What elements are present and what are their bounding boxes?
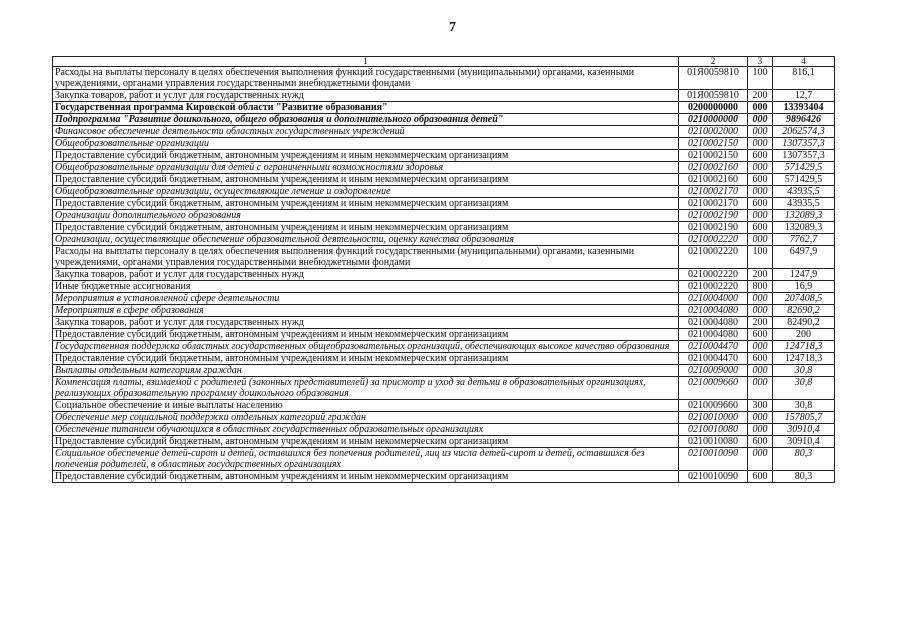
row-code-cell: 0210004080 bbox=[679, 317, 748, 329]
row-sum-cell: 12,7 bbox=[773, 90, 835, 102]
row-name-cell: Мероприятия в установленной сфере деятельности bbox=[53, 293, 679, 305]
row-name-cell: Предоставление субсидий бюджетным, автономным учреждениям и иным некоммерческим организациям bbox=[53, 436, 679, 448]
table-row bbox=[53, 222, 835, 234]
row-type-cell: 000 bbox=[748, 186, 773, 198]
table-row bbox=[53, 174, 835, 186]
row-sum-cell: 1247,9 bbox=[773, 269, 835, 281]
row-type-cell: 200 bbox=[748, 269, 773, 281]
table-row bbox=[53, 353, 835, 365]
row-code-cell: 0210002220 bbox=[679, 269, 748, 281]
row-name-cell: Организации, осуществляющие обеспечение образовательной деятельности, оценку качества образования bbox=[53, 234, 679, 246]
row-sum-cell: 30,8 bbox=[773, 377, 835, 400]
row-code-cell: 0210002220 bbox=[679, 234, 748, 246]
row-name-cell: Предоставление субсидий бюджетным, автономным учреждениям и иным некоммерческим организациям bbox=[53, 353, 679, 365]
row-type-cell: 000 bbox=[748, 234, 773, 246]
row-sum-cell: 30910,4 bbox=[773, 424, 835, 436]
row-name-cell: Предоставление субсидий бюджетным, автономным учреждениям и иным некоммерческим организациям bbox=[53, 471, 679, 483]
row-type-cell: 800 bbox=[748, 281, 773, 293]
table-row bbox=[53, 90, 835, 102]
row-code-cell: 0210010080 bbox=[679, 436, 748, 448]
row-type-cell: 600 bbox=[748, 471, 773, 483]
row-sum-cell: 30,8 bbox=[773, 400, 835, 412]
row-code-cell: 0210002170 bbox=[679, 186, 748, 198]
row-code-cell: 0210002190 bbox=[679, 222, 748, 234]
row-code-cell: 0210009660 bbox=[679, 400, 748, 412]
table-row bbox=[53, 269, 835, 281]
row-sum-cell: 124718,3 bbox=[773, 353, 835, 365]
row-type-cell: 600 bbox=[748, 329, 773, 341]
row-name-cell: Закупка товаров, работ и услуг для государственных нужд bbox=[53, 90, 679, 102]
table-row bbox=[53, 234, 835, 246]
row-name-cell: Компенсация платы, взимаемой с родителей (законных представителей) за присмотр и уход за детьми в образовательных организациях, реализующих образовательную программу дошкольного образования bbox=[53, 377, 679, 400]
row-name-cell: Финансовое обеспечение деятельности областных государственных учреждений bbox=[53, 126, 679, 138]
row-code-cell: 0200000000 bbox=[679, 102, 748, 114]
row-name-cell: Мероприятия в сфере образования bbox=[53, 305, 679, 317]
row-code-cell: 0210002190 bbox=[679, 210, 748, 222]
row-name-cell: Закупка товаров, работ и услуг для государственных нужд bbox=[53, 269, 679, 281]
table-row bbox=[53, 126, 835, 138]
row-name-cell: Расходы на выплаты персоналу в целях обеспечения выполнения функций государственными (муниципальными) органами, казенными учреждениями, органами управления государственными внебюджетными фондами bbox=[53, 67, 679, 90]
row-type-cell: 000 bbox=[748, 293, 773, 305]
row-sum-cell: 80,3 bbox=[773, 448, 835, 471]
row-type-cell: 000 bbox=[748, 448, 773, 471]
row-code-cell: 0210010090 bbox=[679, 471, 748, 483]
row-sum-cell: 571429,5 bbox=[773, 162, 835, 174]
row-sum-cell: 82690,2 bbox=[773, 305, 835, 317]
row-code-cell: 0210010090 bbox=[679, 448, 748, 471]
budget-table bbox=[52, 56, 835, 483]
row-type-cell: 600 bbox=[748, 150, 773, 162]
row-name-cell: Государственная программа Кировской области "Развитие образования" bbox=[53, 102, 679, 114]
table-row bbox=[53, 210, 835, 222]
row-sum-cell: 132089,3 bbox=[773, 210, 835, 222]
row-type-cell: 000 bbox=[748, 162, 773, 174]
row-sum-cell: 1307357,3 bbox=[773, 150, 835, 162]
row-type-cell: 000 bbox=[748, 114, 773, 126]
row-sum-cell: 30,8 bbox=[773, 365, 835, 377]
row-type-cell: 000 bbox=[748, 126, 773, 138]
row-type-cell: 600 bbox=[748, 198, 773, 210]
row-code-cell: 01Я0059810 bbox=[679, 90, 748, 102]
table-row bbox=[53, 329, 835, 341]
row-name-cell: Общеобразовательные организации, осуществляющие лечение и оздоровление bbox=[53, 186, 679, 198]
row-code-cell: 0210004080 bbox=[679, 329, 748, 341]
table-row bbox=[53, 67, 835, 90]
row-code-cell: 0210002220 bbox=[679, 281, 748, 293]
table-row bbox=[53, 198, 835, 210]
table-row bbox=[53, 436, 835, 448]
row-code-cell: 0210002000 bbox=[679, 126, 748, 138]
row-sum-cell: 7762,7 bbox=[773, 234, 835, 246]
table-row bbox=[53, 448, 835, 471]
row-name-cell: Организации дополнительного образования bbox=[53, 210, 679, 222]
row-name-cell: Обеспечение питанием обучающихся в областных государственных образовательных организациях bbox=[53, 424, 679, 436]
row-sum-cell: 207408,5 bbox=[773, 293, 835, 305]
row-type-cell: 300 bbox=[748, 400, 773, 412]
table-row bbox=[53, 246, 835, 269]
row-sum-cell: 16,9 bbox=[773, 281, 835, 293]
row-sum-cell: 157805,7 bbox=[773, 412, 835, 424]
row-type-cell: 000 bbox=[748, 305, 773, 317]
row-code-cell: 0210002220 bbox=[679, 246, 748, 269]
table-header-row bbox=[53, 57, 835, 67]
row-sum-cell: 43935,5 bbox=[773, 198, 835, 210]
table-row bbox=[53, 293, 835, 305]
row-name-cell: Расходы на выплаты персоналу в целях обеспечения выполнения функций государственными (муниципальными) органами, казенными учреждениями, органами управления государственными внебюджетными фондами bbox=[53, 246, 679, 269]
row-name-cell: Предоставление субсидий бюджетным, автономным учреждениям и иным некоммерческим организациям bbox=[53, 222, 679, 234]
row-name-cell: Иные бюджетные ассигнования bbox=[53, 281, 679, 293]
table-row bbox=[53, 317, 835, 329]
row-code-cell: 0210000000 bbox=[679, 114, 748, 126]
row-code-cell: 0210002150 bbox=[679, 138, 748, 150]
row-sum-cell: 43935,5 bbox=[773, 186, 835, 198]
row-type-cell: 000 bbox=[748, 377, 773, 400]
row-sum-cell: 30910,4 bbox=[773, 436, 835, 448]
row-sum-cell: 2062574,3 bbox=[773, 126, 835, 138]
row-type-cell: 000 bbox=[748, 138, 773, 150]
row-name-cell: Предоставление субсидий бюджетным, автономным учреждениям и иным некоммерческим организациям bbox=[53, 329, 679, 341]
row-code-cell: 0210002150 bbox=[679, 150, 748, 162]
row-type-cell: 000 bbox=[748, 341, 773, 353]
table-row bbox=[53, 305, 835, 317]
table-row bbox=[53, 138, 835, 150]
row-name-cell: Подпрограмма "Развитие дошкольного, общего образования и дополнительного образования детей" bbox=[53, 114, 679, 126]
row-sum-cell: 13393404 bbox=[773, 102, 835, 114]
row-name-cell: Общеобразовательные организации bbox=[53, 138, 679, 150]
row-type-cell: 100 bbox=[748, 246, 773, 269]
row-sum-cell: 571429,5 bbox=[773, 174, 835, 186]
table-row bbox=[53, 150, 835, 162]
row-name-cell: Предоставление субсидий бюджетным, автономным учреждениям и иным некоммерческим организациям bbox=[53, 198, 679, 210]
row-name-cell: Закупка товаров, работ и услуг для государственных нужд bbox=[53, 317, 679, 329]
row-sum-cell: 200 bbox=[773, 329, 835, 341]
row-code-cell: 0210004080 bbox=[679, 305, 748, 317]
row-sum-cell: 1307357,3 bbox=[773, 138, 835, 150]
row-sum-cell: 82490,2 bbox=[773, 317, 835, 329]
row-type-cell: 000 bbox=[748, 424, 773, 436]
row-code-cell: 0210002160 bbox=[679, 174, 748, 186]
header-col-4: 4 bbox=[773, 57, 835, 67]
row-type-cell: 600 bbox=[748, 222, 773, 234]
row-sum-cell: 132089,3 bbox=[773, 222, 835, 234]
row-code-cell: 0210004470 bbox=[679, 341, 748, 353]
row-type-cell: 600 bbox=[748, 174, 773, 186]
table-row bbox=[53, 365, 835, 377]
row-code-cell: 0210010080 bbox=[679, 424, 748, 436]
table-row bbox=[53, 341, 835, 353]
row-type-cell: 000 bbox=[748, 210, 773, 222]
row-type-cell: 000 bbox=[748, 365, 773, 377]
row-name-cell: Социальное обеспечение детей-сирот и детей, оставшихся без попечения родителей, лиц из числа детей-сирот и детей, оставшихся без попечения родителей, в областных государственных организациях bbox=[53, 448, 679, 471]
table-row bbox=[53, 412, 835, 424]
row-name-cell: Предоставление субсидий бюджетным, автономным учреждениям и иным некоммерческим организациям bbox=[53, 174, 679, 186]
row-code-cell: 0210009660 bbox=[679, 377, 748, 400]
row-name-cell: Предоставление субсидий бюджетным, автономным учреждениям и иным некоммерческим организациям bbox=[53, 150, 679, 162]
row-type-cell: 200 bbox=[748, 317, 773, 329]
table-row bbox=[53, 102, 835, 114]
row-sum-cell: 6497,9 bbox=[773, 246, 835, 269]
table-row bbox=[53, 114, 835, 126]
table-row bbox=[53, 281, 835, 293]
table-row bbox=[53, 377, 835, 400]
row-code-cell: 0210002160 bbox=[679, 162, 748, 174]
header-col-3: 3 bbox=[748, 57, 773, 67]
row-type-cell: 600 bbox=[748, 353, 773, 365]
table-row bbox=[53, 400, 835, 412]
table-row bbox=[53, 186, 835, 198]
row-sum-cell: 816,1 bbox=[773, 67, 835, 90]
row-name-cell: Обеспечение мер социальной поддержки отдельных категорий граждан bbox=[53, 412, 679, 424]
row-code-cell: 0210009000 bbox=[679, 365, 748, 377]
table-row bbox=[53, 424, 835, 436]
row-code-cell: 0210004470 bbox=[679, 353, 748, 365]
row-name-cell: Социальное обеспечение и иные выплаты населению bbox=[53, 400, 679, 412]
header-col-1: 1 bbox=[53, 57, 679, 67]
row-code-cell: 0210010000 bbox=[679, 412, 748, 424]
table-body bbox=[53, 67, 835, 483]
row-sum-cell: 80,3 bbox=[773, 471, 835, 483]
page-number: 7 bbox=[449, 20, 456, 35]
table-row bbox=[53, 471, 835, 483]
table-row bbox=[53, 162, 835, 174]
row-type-cell: 000 bbox=[748, 102, 773, 114]
row-code-cell: 01Я0059810 bbox=[679, 67, 748, 90]
row-name-cell: Общеобразовательные организации для детей с ограниченными возможностями здоровья bbox=[53, 162, 679, 174]
row-type-cell: 100 bbox=[748, 67, 773, 90]
row-type-cell: 200 bbox=[748, 90, 773, 102]
header-col-2: 2 bbox=[679, 57, 748, 67]
row-sum-cell: 9896426 bbox=[773, 114, 835, 126]
row-type-cell: 600 bbox=[748, 436, 773, 448]
row-name-cell: Выплаты отдельным категориям граждан bbox=[53, 365, 679, 377]
row-code-cell: 0210004000 bbox=[679, 293, 748, 305]
row-type-cell: 000 bbox=[748, 412, 773, 424]
row-code-cell: 0210002170 bbox=[679, 198, 748, 210]
row-sum-cell: 124718,3 bbox=[773, 341, 835, 353]
row-name-cell: Государственная поддержка областных государственных общеобразовательных организаций, обеспечивающих высокое качество образования bbox=[53, 341, 679, 353]
